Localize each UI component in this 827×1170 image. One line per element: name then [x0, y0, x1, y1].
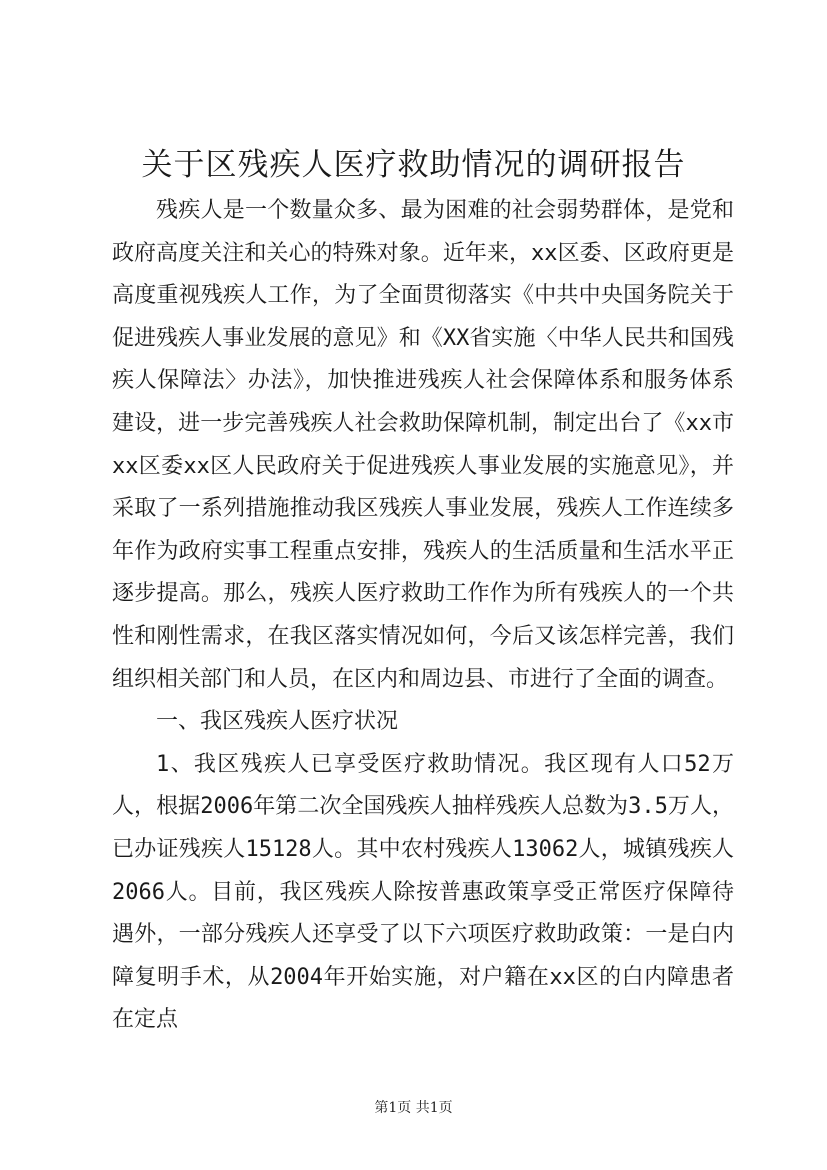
document-title: 关于区残疾人医疗救助情况的调研报告 [141, 147, 686, 183]
document-body [112, 190, 734, 1042]
paragraph-intro: 残疾人是一个数量众多、最为困难的社会弱势群体，是党和政府高度关注和关心的特殊对象。近年来，xx区委、区政府更是高度重视残疾人工作，为了全面贯彻落实《中共中央国务院关于促进残疾人事业发展的意见》和《XX省实施〈中华人民共和国残疾人保障法〉办法》，加快推进残疾人社会保障体系和服务体系建设，进一步完善残疾人社会救助保障机制，制定出台了《xx市xx区委xx区人民政府关于促进残疾人事业发展的实施意见》，并采取了一系列措施推动我区残疾人事业发展，残疾人工作连续多年作为政府实事工程重点安排，残疾人的生活质量和生活水平正逐步提高。那么，残疾人医疗救助工作作为所有残疾人的一个共性和刚性需求，在我区落实情况如何，今后又该怎样完善，我们组织相关部门和人员，在区内和周边县、市进行了全面的调查。 [112, 198, 734, 692]
section-heading-medical-status: 一、我区残疾人医疗状况 [156, 709, 399, 735]
paragraph-medical-aid: 1、我区残疾人已享受医疗救助情况。我区现有人口52万人，根据2006年第二次全国残疾人抽样残疾人总数为3.5万人，已办证残疾人15128人。其中农村残疾人13062人，城镇残疾人2066人。目前，我区残疾人除按普惠政策享受正常医疗保障待遇外，一部分残疾人还享受了以下六项医疗救助政策：一是白内障复明手术，从2004年开始实施，对户籍在xx区的白内障患者在定点 [112, 751, 734, 1033]
page-number-footer: 第1页 共1页 [374, 1100, 453, 1116]
